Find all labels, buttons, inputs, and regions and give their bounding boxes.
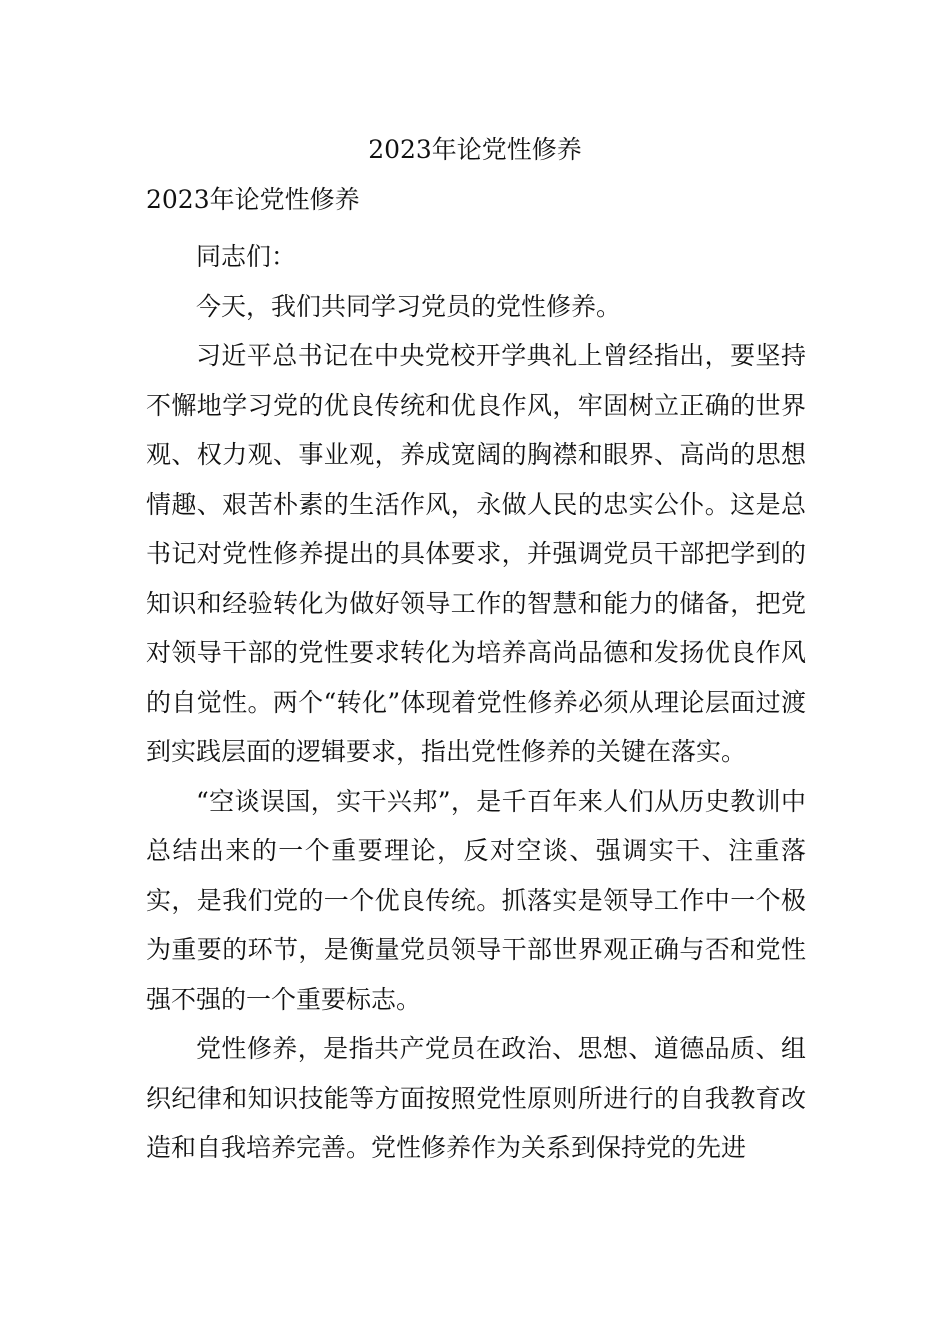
paragraph-definition: 党性修养，是指共产党员在政治、思想、道德品质、组织纪律和知识技能等方面按照党性原则所进行的自我教育改造和自我培养完善。党性修养作为关系到保持党的先进 xyxy=(146,1034,806,1162)
document-body xyxy=(146,232,806,1173)
paragraph-xi-quote: 习近平总书记在中央党校开学典礼上曾经指出，要坚持不懈地学习党的优良传统和优良作风，牢固树立正确的世界观、权力观、事业观，养成宽阔的胸襟和眼界、高尚的思想情趣、艰苦朴素的生活作风，永做人民的忠实公仆。这是总书记对党性修养提出的具体要求，并强调党员干部把学到的知识和经验转化为做好领导工作的智慧和能力的储备，把党对领导干部的党性要求转化为培养高尚品德和发扬优良作风的自觉性。两个“转化”体现着党性修养必须从理论层面过渡到实践层面的逻辑要求，指出党性修养的关键在落实。 xyxy=(146,341,806,766)
document-subtitle: 2023年论党性修养 xyxy=(146,185,360,214)
paragraph-salutation: 同志们： xyxy=(196,242,297,271)
paragraph-intro: 今天，我们共同学习党员的党性修养。 xyxy=(196,291,622,321)
document-title: 2023年论党性修养 xyxy=(368,135,582,164)
paragraph-empty-talk: “空谈误国，实干兴邦”，是千百年来人们从历史教训中总结出来的一个重要理论，反对空谈、强调实干、注重落实，是我们党的一个优良传统。抓落实是领导工作中一个极为重要的环节，是衡量党员领导干部世界观正确与否和党性强不强的一个重要标志。 xyxy=(146,786,806,1014)
